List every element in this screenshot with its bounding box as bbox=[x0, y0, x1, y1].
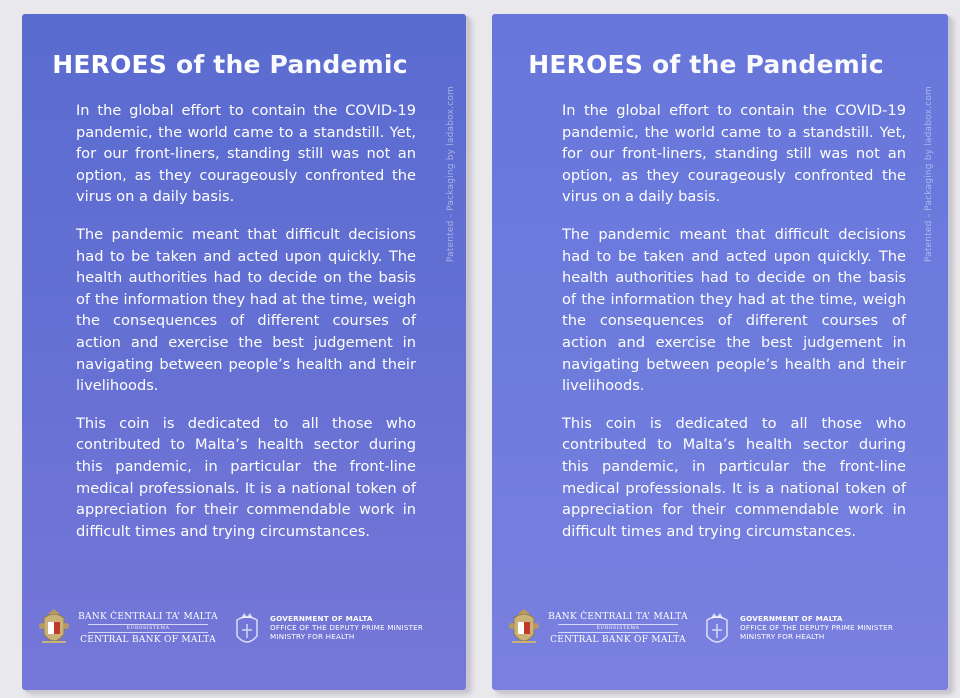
bank-eurosystem: EUROSISTEMA bbox=[558, 624, 678, 633]
bank-eurosystem: EUROSISTEMA bbox=[88, 624, 208, 633]
central-bank-crest-icon bbox=[508, 608, 540, 650]
card-title bbox=[22, 50, 438, 79]
government-crest-icon bbox=[702, 610, 732, 650]
bank-name-maltese: BANK ĊENTRALI TA’ MALTA bbox=[548, 612, 688, 622]
card-body bbox=[76, 100, 416, 558]
government-crest-icon bbox=[232, 610, 262, 650]
gov-office: OFFICE OF THE DEPUTY PRIME MINISTER bbox=[740, 623, 894, 632]
central-bank-name bbox=[548, 612, 688, 645]
paragraph-1: In the global effort to contain the COVID-19 pandemic, the world came to a standstill. Yet, for our front-liners, standing still was not an option, as they courageously confronted the virus on a daily basis. bbox=[76, 102, 416, 206]
card-footer bbox=[506, 604, 938, 654]
card-title bbox=[492, 50, 920, 79]
gov-ministry: MINISTRY FOR HEALTH bbox=[740, 632, 825, 641]
gov-ministry: MINISTRY FOR HEALTH bbox=[270, 632, 355, 641]
packaging-credit: Patented - Packaging by ladabox.com bbox=[924, 86, 934, 263]
gov-title: GOVERNMENT OF MALTA bbox=[740, 614, 843, 623]
card-title-rest: of the Pandemic bbox=[643, 50, 884, 79]
card-title-bold: HEROES bbox=[52, 50, 168, 79]
central-bank-name bbox=[78, 612, 218, 645]
paragraph-2: The pandemic meant that difficult decisions had to be taken and acted upon quickly. The health authorities had to decide on the basis of the information they had at the time, weigh the consequences of different courses of action and exercise the best judgement in navigating between people’s health and their livelihoods. bbox=[76, 225, 416, 395]
card-title-rest: of the Pandemic bbox=[167, 50, 408, 79]
booklet-card-left bbox=[22, 14, 466, 690]
card-title-bold: HEROES bbox=[528, 50, 644, 79]
bank-name-maltese: BANK ĊENTRALI TA’ MALTA bbox=[78, 612, 218, 622]
gov-office: OFFICE OF THE DEPUTY PRIME MINISTER bbox=[270, 623, 424, 632]
bank-name-english: CENTRAL BANK OF MALTA bbox=[80, 635, 216, 645]
packaging-credit: Patented - Packaging by ladabox.com bbox=[446, 86, 456, 263]
central-bank-crest-icon bbox=[38, 608, 70, 650]
government-text bbox=[740, 614, 940, 641]
card-footer bbox=[36, 604, 456, 654]
paragraph-3: This coin is dedicated to all those who contributed to Malta’s health sector during this pandemic, in particular the front-line medical professionals. It is a national token of appreciation for their commendable work in difficult times and trying circumstances. bbox=[562, 414, 906, 540]
paragraph-1: In the global effort to contain the COVID-19 pandemic, the world came to a standstill. Yet, for our front-liners, standing still was not an option, as they courageously confronted the virus on a daily basis. bbox=[562, 102, 906, 206]
bank-name-english: CENTRAL BANK OF MALTA bbox=[550, 635, 686, 645]
booklet-card-right bbox=[492, 14, 948, 690]
paragraph-3: This coin is dedicated to all those who contributed to Malta’s health sector during this pandemic, in particular the front-line medical professionals. It is a national token of appreciation for their commendable work in difficult times and trying circumstances. bbox=[76, 414, 416, 540]
paragraph-2: The pandemic meant that difficult decisions had to be taken and acted upon quickly. The health authorities had to decide on the basis of the information they had at the time, weigh the consequences of different courses of action and exercise the best judgement in navigating between people’s health and their livelihoods. bbox=[562, 225, 906, 395]
government-text bbox=[270, 614, 466, 641]
gov-title: GOVERNMENT OF MALTA bbox=[270, 614, 373, 623]
card-body bbox=[562, 100, 906, 558]
